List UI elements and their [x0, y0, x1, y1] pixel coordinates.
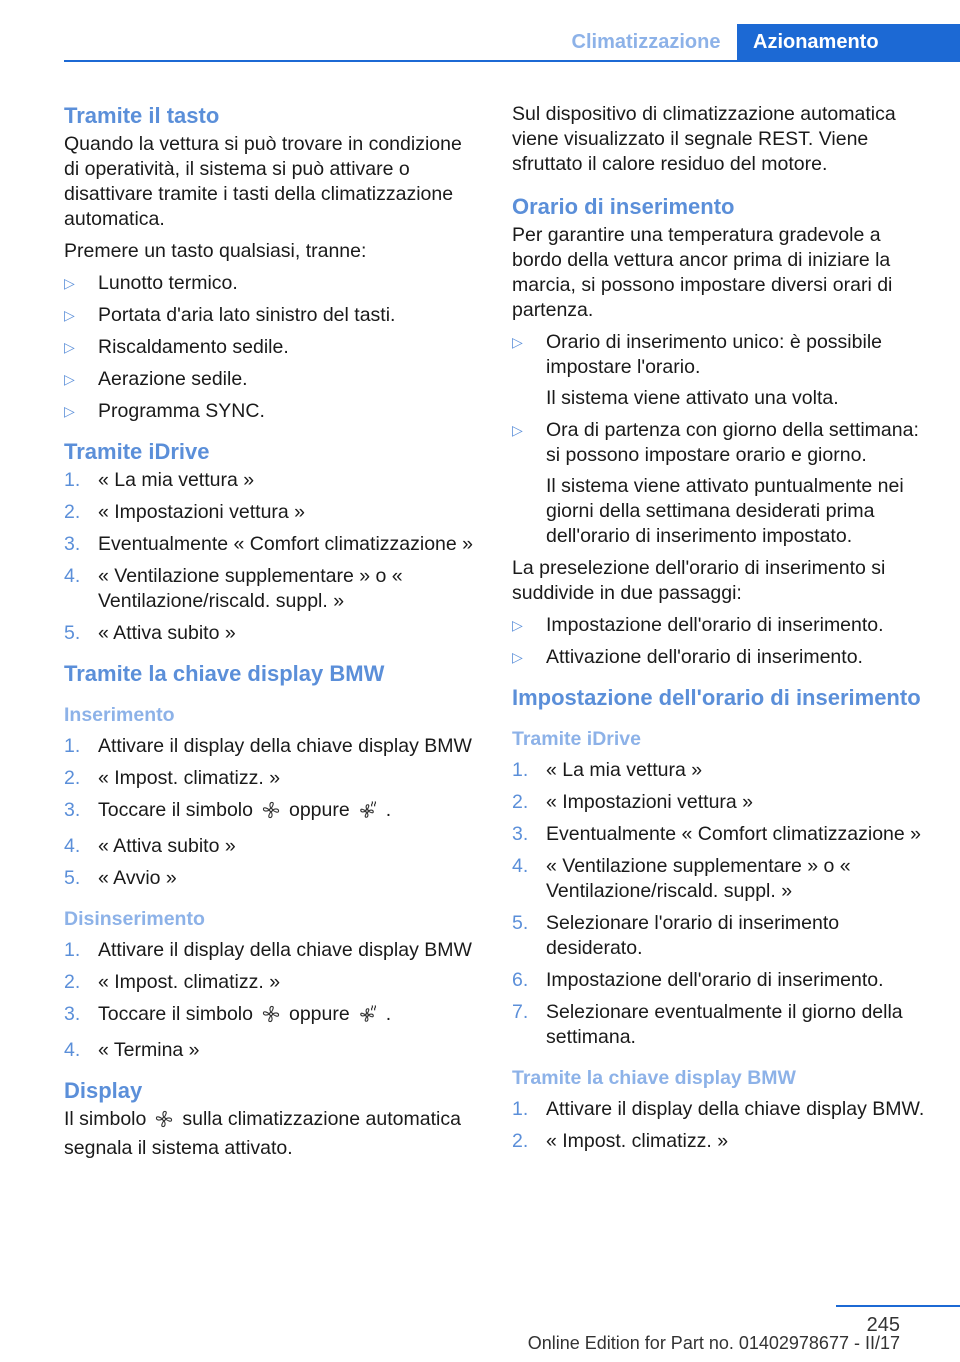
- list-item: ▷ Riscaldamento sedile.: [64, 336, 289, 358]
- heading-tramite-idrive: Tramite iDrive: [64, 439, 210, 464]
- bullet-icon: ▷: [512, 649, 523, 665]
- bullet-icon: ▷: [512, 334, 523, 350]
- list-item: 6. Impostazione dell'orario di inserimento.: [512, 969, 884, 991]
- paragraph: Sul dispositivo di climatizzazione automatica viene visualizzato il segnale REST. Viene sfruttato il calore residuo del motore.: [512, 103, 896, 175]
- list-item: 2. « Impost. climatizz. »: [64, 971, 281, 993]
- paragraph: Quando la vettura si può trovare in condizione di operatività, il sistema si può attivare o disattivare tramite i tasti della climatizzazione automatica.: [64, 133, 462, 230]
- header-section: Climatizzazione: [571, 30, 721, 53]
- list-item: ▷ Impostazione dell'orario di inserimento.: [512, 614, 884, 636]
- list-item: 3. Toccare il simbolo oppure .: [64, 798, 482, 827]
- subheading-chiave-display: Tramite la chiave display BMW: [512, 1067, 796, 1089]
- heading-impostazione-orario: Impostazione dell'orario di inserimento: [512, 685, 921, 710]
- fan-icon: [261, 1004, 281, 1031]
- bullet-icon: ▷: [64, 371, 75, 387]
- bullet-icon: ▷: [64, 403, 75, 419]
- numbered-list: [512, 1097, 930, 1154]
- list-item: 3. Eventualmente « Comfort climatizzazione »: [64, 533, 474, 555]
- bullet-icon: ▷: [64, 307, 75, 323]
- list-item: 1. « La mia vettura »: [512, 759, 703, 781]
- list-item: 7. Selezionare eventualmente il giorno della settimana.: [512, 1001, 903, 1048]
- numbered-list: [64, 734, 482, 891]
- list-item: 1. Attivare il display della chiave display BMW.: [512, 1098, 925, 1120]
- list-item: 2. « Impostazioni vettura »: [512, 791, 754, 813]
- subheading-inserimento: Inserimento: [64, 704, 175, 726]
- list-item: ▷ Portata d'aria lato sinistro del tasti.: [64, 304, 396, 326]
- list-item: ▷ Lunotto termico.: [64, 272, 238, 294]
- heading-display: Display: [64, 1078, 143, 1103]
- right-column: [512, 102, 930, 1161]
- list-item: 5. « Avvio »: [64, 867, 177, 889]
- page-number: 245: [866, 1314, 900, 1336]
- list-item: ▷ Ora di partenza con giorno della settimana: si possono impostare orario e giorno. Il sistema viene attivato puntualmente nei giorni della settimana desiderati prima dell'orario di inserimento impostato.: [512, 419, 919, 547]
- subheading-disinserimento: Disinserimento: [64, 908, 205, 930]
- list-item: 3. Eventualmente « Comfort climatizzazione »: [512, 823, 922, 845]
- header-rule: [64, 60, 960, 62]
- list-item: 4. « Attiva subito »: [64, 835, 236, 857]
- numbered-list: [64, 938, 482, 1063]
- list-item: 3. Toccare il simbolo oppure .: [64, 1002, 482, 1031]
- list-item: 2. « Impostazioni vettura »: [64, 501, 306, 523]
- list-item: 4. « Ventilazione supplementare » o « Ventilazione/riscald. suppl. »: [64, 565, 403, 612]
- edition-note: Online Edition for Part no. 01402978677 - II/17: [527, 1333, 900, 1353]
- paragraph: Premere un tasto qualsiasi, tranne:: [64, 240, 367, 262]
- fan-heat-icon: [358, 800, 378, 827]
- heading-orario-inserimento: Orario di inserimento: [512, 194, 735, 219]
- list-item: 2. « Impost. climatizz. »: [512, 1130, 729, 1152]
- list-item: 2. « Impost. climatizz. »: [64, 767, 281, 789]
- list-item: ▷ Attivazione dell'orario di inserimento.: [512, 646, 863, 668]
- footer-rule: [836, 1305, 960, 1307]
- list-item: 5. Selezionare l'orario di inserimento desiderato.: [512, 912, 840, 959]
- paragraph: Il simbolo sulla climatizzazione automatica segnala il sistema attivato.: [64, 1108, 461, 1159]
- list-item: 1. Attivare il display della chiave display BMW: [64, 735, 472, 757]
- heading-chiave-display: Tramite la chiave display BMW: [64, 661, 385, 686]
- fan-icon: [154, 1109, 174, 1136]
- list-item: 1. Attivare il display della chiave display BMW: [64, 939, 472, 961]
- list-item: 1. « La mia vettura »: [64, 469, 255, 491]
- bullet-icon: ▷: [512, 422, 523, 438]
- list-item: ▷ Programma SYNC.: [64, 400, 265, 422]
- fan-icon: [261, 800, 281, 827]
- list-item: 4. « Termina »: [64, 1039, 200, 1061]
- header-chapter: Azionamento: [737, 24, 960, 60]
- bullet-icon: ▷: [512, 617, 523, 633]
- list-item: ▷ Aerazione sedile.: [64, 368, 248, 390]
- list-item: 4. « Ventilazione supplementare » o « Ventilazione/riscald. suppl. »: [512, 855, 851, 902]
- bullet-list: [64, 271, 482, 424]
- numbered-list: [64, 468, 482, 646]
- left-column: [64, 102, 482, 1168]
- heading-tramite-tasto: Tramite il tasto: [64, 103, 220, 128]
- bullet-icon: ▷: [64, 339, 75, 355]
- list-item: 5. « Attiva subito »: [64, 622, 236, 644]
- paragraph: Per garantire una temperatura gradevole a bordo della vettura ancor prima di iniziare la marcia, si possono impostare diversi orari di partenza.: [512, 224, 893, 321]
- paragraph: La preselezione dell'orario di inserimento si suddivide in due passaggi:: [512, 557, 886, 604]
- subheading-tramite-idrive: Tramite iDrive: [512, 728, 641, 750]
- bullet-list: [512, 613, 930, 670]
- bullet-list: [512, 330, 930, 549]
- bullet-icon: ▷: [64, 275, 75, 291]
- fan-heat-icon: [358, 1004, 378, 1031]
- numbered-list: [512, 758, 930, 1050]
- list-item: ▷ Orario di inserimento unico: è possibile impostare l'orario. Il sistema viene attivato una volta.: [512, 331, 882, 409]
